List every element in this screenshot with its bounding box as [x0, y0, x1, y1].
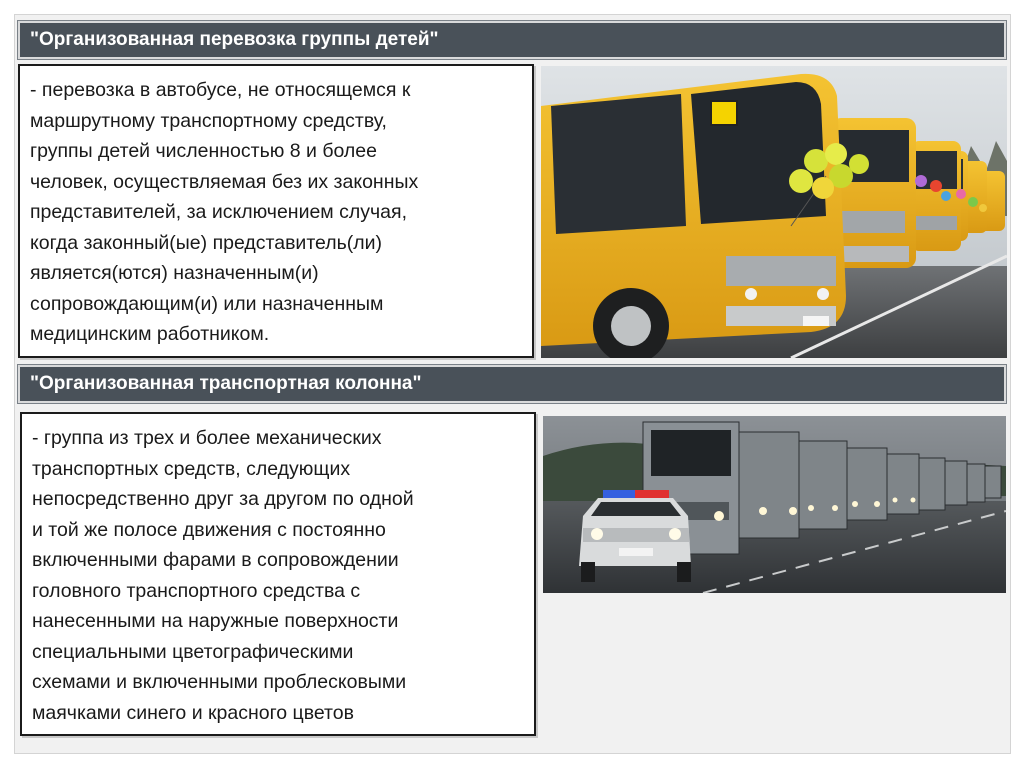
definition-line: когда законный(ые) представитель(ли) — [30, 231, 383, 254]
section2-title: "Организованная транспортная колонна" — [18, 365, 1006, 403]
school-buses-photo — [541, 66, 1007, 358]
definition-line: медицинским работником. — [30, 323, 270, 345]
section1-definition — [18, 64, 534, 358]
definition-line: схемами и включенными проблесковыми — [32, 671, 407, 693]
definition-line: группы детей численностью 8 и более — [30, 140, 378, 162]
definition-line: маршрутному транспортному средству, — [30, 109, 387, 132]
definition-line: и той же полосе движения с постоянно — [32, 518, 386, 541]
definition-line: включенными фарами в сопровождении — [32, 549, 399, 571]
bus-convoy-photo — [543, 416, 1006, 593]
definition-line: маячками синего и красного цветов — [32, 701, 354, 724]
definition-line: сопровождающим(и) или назначенным — [30, 292, 384, 315]
definition-line: представителей, за исключением случая, — [30, 201, 407, 223]
section1-title: "Организованная перевозка группы детей" — [18, 21, 1006, 59]
definition-line: - перевозка в автобусе, не относящемся к — [30, 79, 411, 101]
definition-line: нанесенными на наружные поверхности — [32, 610, 399, 632]
definition-line: головного транспортного средства с — [32, 579, 361, 602]
definition-line: человек, осуществляемая без их законных — [30, 170, 419, 193]
definition-line: непосредственно друг за другом по одной — [32, 488, 414, 510]
definition-line: транспортных средств, следующих — [32, 457, 351, 480]
definition-line: является(ются) назначенным(и) — [30, 262, 319, 284]
section2-definition — [20, 412, 536, 736]
definition-line: - группа из трех и более механических — [32, 427, 382, 449]
definition-line: специальными цветографическими — [32, 640, 354, 663]
